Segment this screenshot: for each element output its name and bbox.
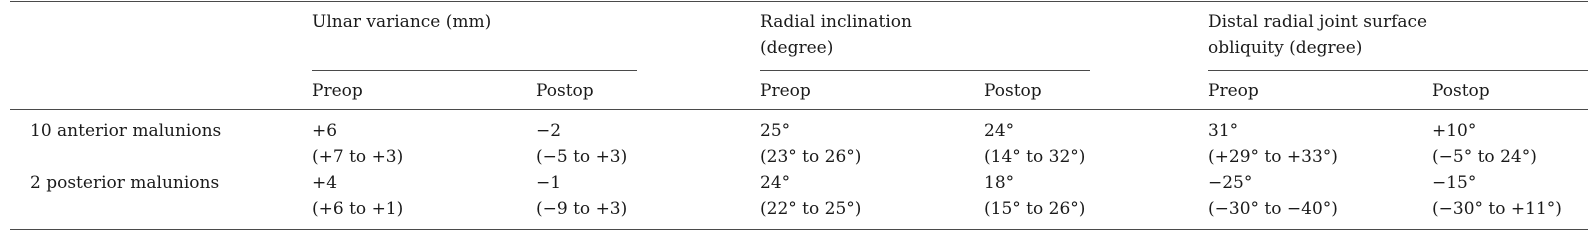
- subheader-obliquity-postop: Postop: [1432, 81, 1490, 101]
- row-label-anterior: 10 anterior malunions: [30, 121, 222, 141]
- table-cell-value: −15°: [1432, 173, 1477, 193]
- table-cell-range: (14° to 32°): [984, 147, 1086, 167]
- table-cell-range: (22° to 25°): [760, 199, 862, 219]
- header-bottom-rule: [10, 109, 1588, 110]
- table-cell-value: 24°: [760, 173, 791, 193]
- header-obliquity-unit: obliquity (degree): [1208, 38, 1363, 58]
- obliquity-group-rule: [1208, 70, 1588, 71]
- header-radial-inclination: Radial inclination: [760, 12, 912, 32]
- table-cell-value: 25°: [760, 121, 791, 141]
- table-cell-value: −25°: [1208, 173, 1253, 193]
- table-cell-range: (−30° to −40°): [1208, 199, 1338, 219]
- table-cell-range: (15° to 26°): [984, 199, 1086, 219]
- table-cell-value: +6: [312, 121, 338, 141]
- row-label-posterior: 2 posterior malunions: [30, 173, 220, 193]
- subheader-radial-preop: Preop: [760, 81, 811, 101]
- subheader-ulnar-preop: Preop: [312, 81, 363, 101]
- table-cell-value: −2: [536, 121, 562, 141]
- header-radial-inclination-unit: (degree): [760, 38, 834, 58]
- table-cell-value: +4: [312, 173, 338, 193]
- table-cell-range: (+29° to +33°): [1208, 147, 1338, 167]
- table-cell-value: 24°: [984, 121, 1015, 141]
- table-cell-value: 18°: [984, 173, 1015, 193]
- subheader-ulnar-postop: Postop: [536, 81, 594, 101]
- subheader-obliquity-preop: Preop: [1208, 81, 1259, 101]
- header-ulnar-variance: Ulnar variance (mm): [312, 12, 492, 32]
- subheader-radial-postop: Postop: [984, 81, 1042, 101]
- table-cell-range: (−5 to +3): [536, 147, 628, 167]
- ulnar-variance-group-rule: [312, 70, 637, 71]
- table-cell-range: (+6 to +1): [312, 199, 404, 219]
- table-cell-range: (−30° to +11°): [1432, 199, 1562, 219]
- table-top-rule: [10, 1, 1588, 2]
- table-cell-range: (−5° to 24°): [1432, 147, 1537, 167]
- header-obliquity: Distal radial joint surface: [1208, 12, 1428, 32]
- table-cell-value: −1: [536, 173, 562, 193]
- table-cell-range: (23° to 26°): [760, 147, 862, 167]
- table-cell-value: 31°: [1208, 121, 1239, 141]
- table-cell-range: (−9 to +3): [536, 199, 628, 219]
- table-bottom-rule: [10, 229, 1588, 230]
- table-cell-value: +10°: [1432, 121, 1477, 141]
- radial-inclination-group-rule: [760, 70, 1090, 71]
- table-cell-range: (+7 to +3): [312, 147, 404, 167]
